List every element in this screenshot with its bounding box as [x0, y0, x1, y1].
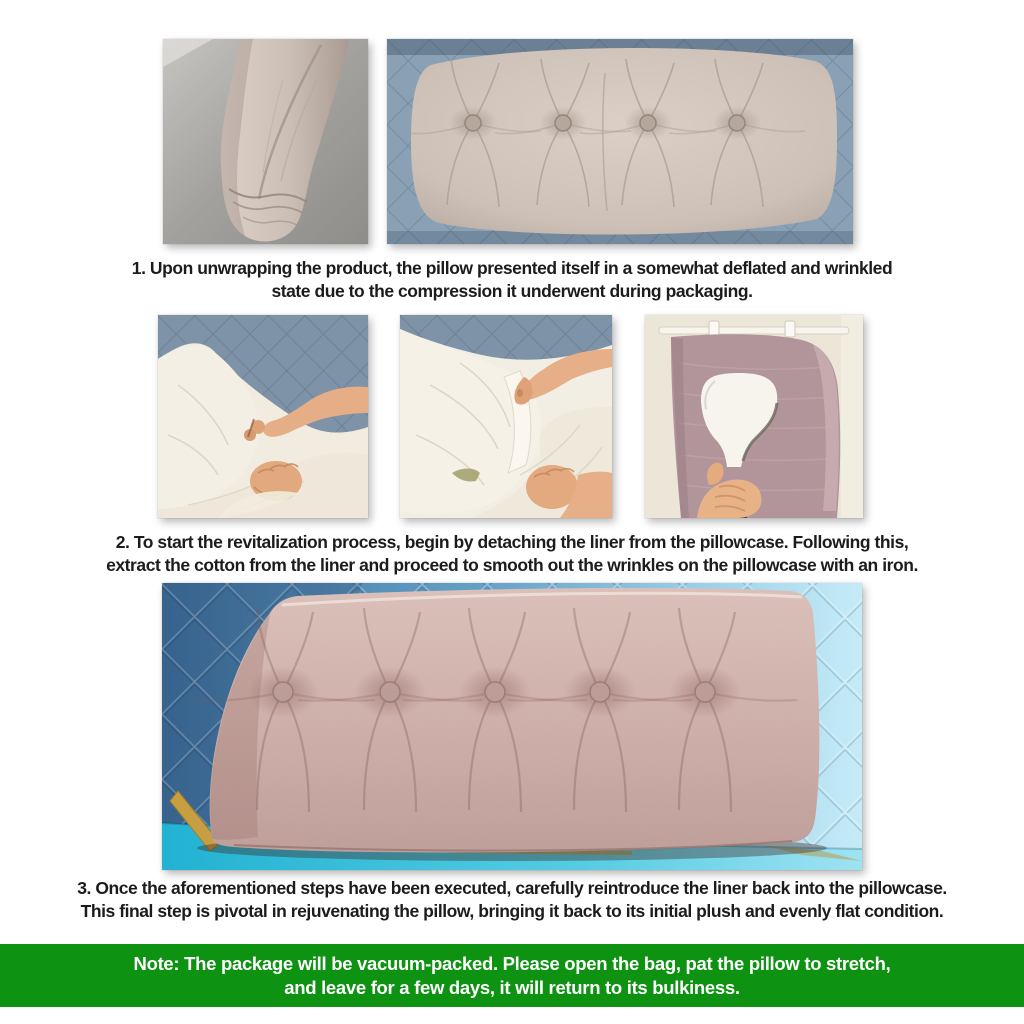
- steam-pillowcase-illustration: [645, 315, 863, 518]
- step-2-caption: [0, 531, 1024, 577]
- note-line-2: and leave for a few days, it will return to its bulkiness.: [284, 976, 740, 998]
- photo-detach-liner: [158, 315, 368, 518]
- photo-extract-cotton: [400, 315, 612, 518]
- extract-cotton-illustration: [400, 315, 612, 518]
- step-1-caption: [0, 257, 1024, 303]
- note-line-1: Note: The package will be vacuum-packed. Please open the bag, pat the pillow to stretch,: [133, 952, 891, 974]
- step-2-caption-line-1: 2. To start the revitalization process, begin by detaching the liner from the pillowcase. Following this,: [115, 532, 909, 552]
- step-3-caption: [0, 877, 1024, 923]
- photo-deflated-pillow: [387, 39, 853, 244]
- step-3-caption-line-2: This final step is pivotal in rejuvenating the pillow, bringing it back to its initial plush and evenly flat condition.: [80, 901, 944, 921]
- photo-steam-pillowcase: [645, 315, 863, 518]
- restored-pillow-illustration: [162, 583, 862, 870]
- step-1-caption-line-1: 1. Upon unwrapping the product, the pillow presented itself in a somewhat deflated and wrinkled: [131, 258, 893, 278]
- rolled-pillow-illustration: [163, 39, 368, 244]
- photo-restored-wedge-pillow: [162, 583, 862, 870]
- step-2-caption-line-2: extract the cotton from the liner and proceed to smooth out the wrinkles on the pillowcase with an iron.: [106, 555, 918, 575]
- photo-rolled-pillow: [163, 39, 368, 244]
- note-banner: [0, 944, 1024, 1007]
- deflated-pillow-illustration: [387, 39, 853, 244]
- step-3-caption-line-1: 3. Once the aforementioned steps have been executed, carefully reintroduce the liner back into the pillowcase.: [77, 878, 947, 898]
- step-1-caption-line-2: state due to the compression it underwent during packaging.: [271, 281, 753, 301]
- detach-liner-illustration: [158, 315, 368, 518]
